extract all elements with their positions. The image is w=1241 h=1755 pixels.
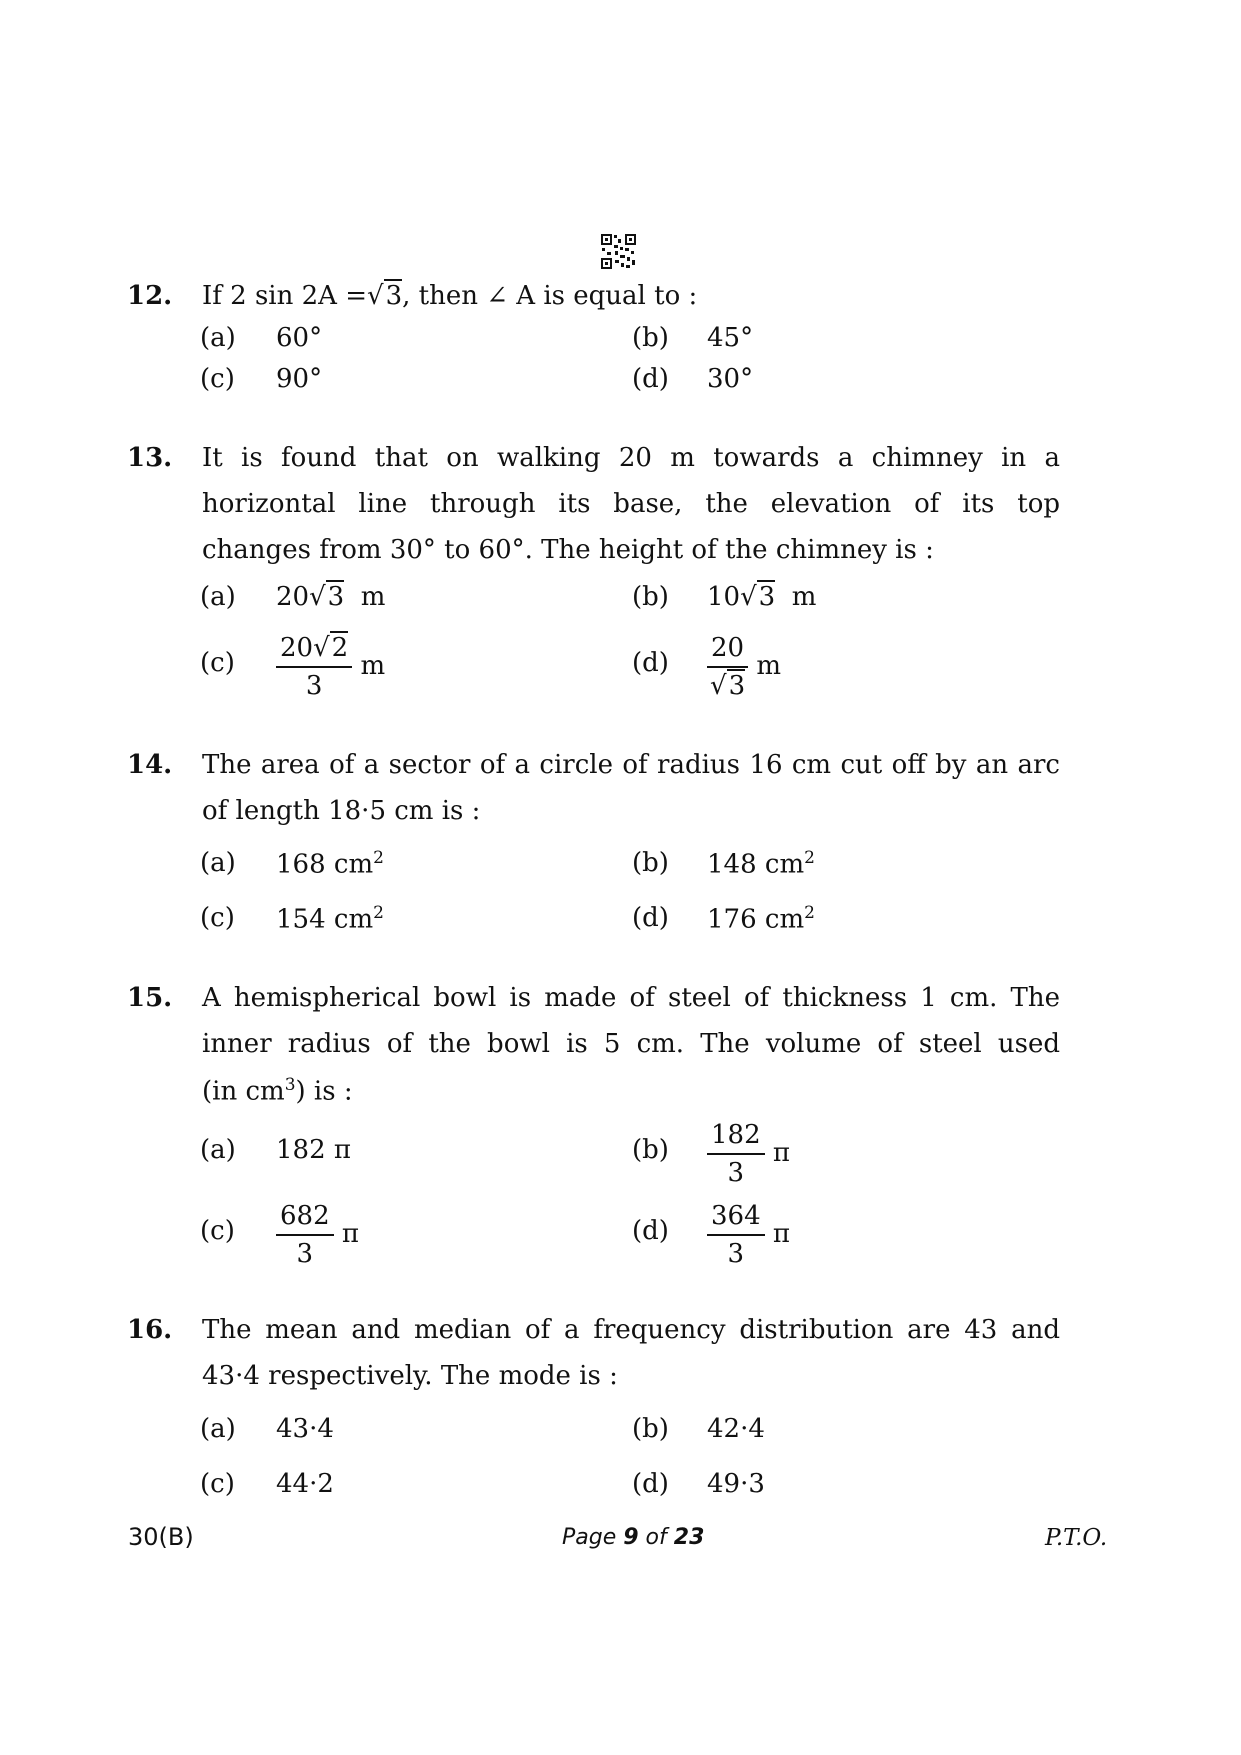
question-13-number: 13. <box>127 443 173 473</box>
option-label: (a) <box>200 582 236 612</box>
option-label: (a) <box>200 1135 236 1165</box>
page-number: Page 9 of 23 <box>562 1525 705 1550</box>
pto-label: P.T.O. <box>1045 1525 1108 1551</box>
question-16-line: The mean and median of a frequency distribution are 43 and <box>202 1315 1060 1345</box>
question-16-number: 16. <box>127 1315 173 1345</box>
option-value: 44·2 <box>276 1469 334 1499</box>
question-12-number: 12. <box>127 281 173 311</box>
option-value: $\frac{182}{3}$ π <box>707 1117 790 1191</box>
option-label: (a) <box>200 848 236 878</box>
option-label: (b) <box>632 1135 669 1165</box>
option-label: (b) <box>632 848 669 878</box>
question-15-line: (in $cm^3$) is : <box>202 1075 353 1107</box>
option-label: (c) <box>200 1469 235 1499</box>
option-label: (c) <box>200 648 235 678</box>
option-label: (a) <box>200 1414 236 1444</box>
option-value: 154 $cm^2$ <box>276 903 384 935</box>
option-value: 45° <box>707 323 754 353</box>
option-label: (d) <box>632 364 669 394</box>
option-value: $\frac{364}{3}$ π <box>707 1198 790 1272</box>
option-value: 182 π <box>276 1135 351 1165</box>
fraction: $\frac{20√2}{3}$ <box>276 630 352 704</box>
option-label: (d) <box>632 648 669 678</box>
question-15-line: A hemispherical bowl is made of steel of thickness 1 cm. The <box>202 983 1060 1013</box>
option-value: $\frac{20}{√3}$ m <box>707 630 781 704</box>
option-value: 30° <box>707 364 754 394</box>
question-13-line: It is found that on walking 20 m towards a chimney in a <box>202 443 1060 473</box>
option-value: $\frac{682}{3}$ π <box>276 1198 359 1272</box>
question-14-number: 14. <box>127 750 173 780</box>
option-value: 90° <box>276 364 323 394</box>
qr-code-icon <box>600 233 637 270</box>
option-value: 49·3 <box>707 1469 765 1499</box>
option-value: $\frac{20√2}{3}$ m <box>276 630 385 704</box>
option-value: 148 $cm^2$ <box>707 848 815 880</box>
option-label: (d) <box>632 1469 669 1499</box>
option-label: (d) <box>632 903 669 933</box>
option-label: (a) <box>200 323 236 353</box>
option-value: 43·4 <box>276 1414 334 1444</box>
sqrt: √3 <box>367 281 403 311</box>
fraction: $\frac{20}{√3}$ <box>707 630 748 704</box>
question-13-line: horizontal line through its base, the elevation of its top <box>202 489 1060 519</box>
question-14-line: of length 18·5 cm is : <box>202 796 481 826</box>
fraction: $\frac{682}{3}$ <box>276 1198 334 1272</box>
option-value: 10√3 m <box>707 582 817 612</box>
option-value: 42·4 <box>707 1414 765 1444</box>
option-label: (c) <box>200 903 235 933</box>
option-label: (b) <box>632 1414 669 1444</box>
option-label: (d) <box>632 1216 669 1246</box>
option-label: (b) <box>632 323 669 353</box>
option-label: (c) <box>200 364 235 394</box>
option-label: (b) <box>632 582 669 612</box>
fraction: $\frac{364}{3}$ <box>707 1198 765 1272</box>
paper-code: 30(B) <box>128 1523 194 1551</box>
question-14-line: The area of a sector of a circle of radius 16 cm cut off by an arc <box>202 750 1060 780</box>
question-15-number: 15. <box>127 983 173 1013</box>
option-value: 60° <box>276 323 323 353</box>
option-value: 20√3 m <box>276 582 386 612</box>
question-13-line: changes from 30° to 60°. The height of the chimney is : <box>202 535 934 565</box>
question-15-line: inner radius of the bowl is 5 cm. The volume of steel used <box>202 1029 1060 1059</box>
option-value: 168 $cm^2$ <box>276 848 384 880</box>
option-value: 176 $cm^2$ <box>707 903 815 935</box>
fraction: $\frac{182}{3}$ <box>707 1117 765 1191</box>
question-16-line: 43·4 respectively. The mode is : <box>202 1361 618 1391</box>
question-12-text: If 2 sin 2A =√3, then ∠ A is equal to : <box>202 281 698 311</box>
option-label: (c) <box>200 1216 235 1246</box>
